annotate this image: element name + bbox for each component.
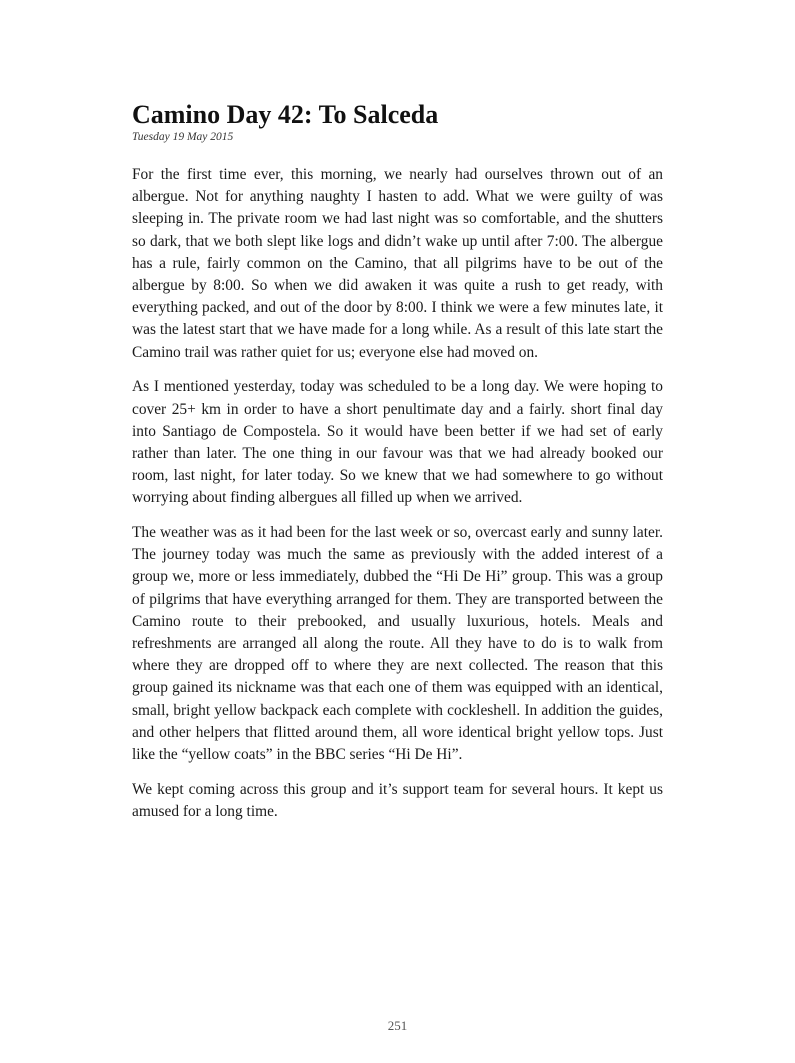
paragraph-1: For the first time ever, this morning, we nearly had ourselves thrown out of an albergue. Not for anything naughty I hasten to add. What we were guilty of was sleeping in. The private room we had last night was so comfortable, and the shutters so dark, that we both slept like logs and didn’t wake up until after 7:00. The albergue has a rule, fairly common on the Camino, that all pilgrims have to be out of the albergue by 8:00. So when we did awaken it was quite a rush to get ready, with everything packed, and out of the door by 8:00. I think we were a few minutes late, it was the latest start that we have made for a long while. As a result of this late start the Camino trail was rather quiet for us; everyone else had moved on. [132, 166, 663, 361]
post-date: Tuesday 19 May 2015 [132, 131, 234, 143]
page-title: Camino Day 42: To Salceda [132, 100, 439, 129]
page-content [132, 100, 663, 836]
paragraph-3: The weather was as it had been for the last week or so, overcast early and sunny later. The journey today was much the same as previously with the added interest of a group we, more or less immediately, dubbed the “Hi De Hi” group. This was a group of pilgrims that have everything arranged for them. They are transported between the Camino route to their prebooked, and usually luxurious, hotels. Meals and refreshments are arranged all along the route. All they have to do is to walk from where they are dropped off to where they are next collected. The reason that this group gained its nickname was that each one of them was equipped with an identical, small, bright yellow backpack each complete with cockleshell. In addition the guides, and other helpers that flitted around them, all wore identical bright yellow tops. Just like the “yellow coats” in the BBC series “Hi De Hi”. [132, 524, 663, 764]
paragraph-2: As I mentioned yesterday, today was scheduled to be a long day. We were hoping to cover 25+ km in order to have a short penultimate day and a fairly. short final day into Santiago de Compostela. So it would have been better if we had set of early rather than later. The one thing in our favour was that we had already booked our room, last night, for later today. So we knew that we had somewhere to go without worrying about finding albergues all filled up when we arrived. [132, 378, 663, 507]
page-number: 251 [387, 1018, 408, 1033]
paragraph-4: We kept coming across this group and it’s support team for several hours. It kept us amused for a long time. [132, 780, 663, 820]
